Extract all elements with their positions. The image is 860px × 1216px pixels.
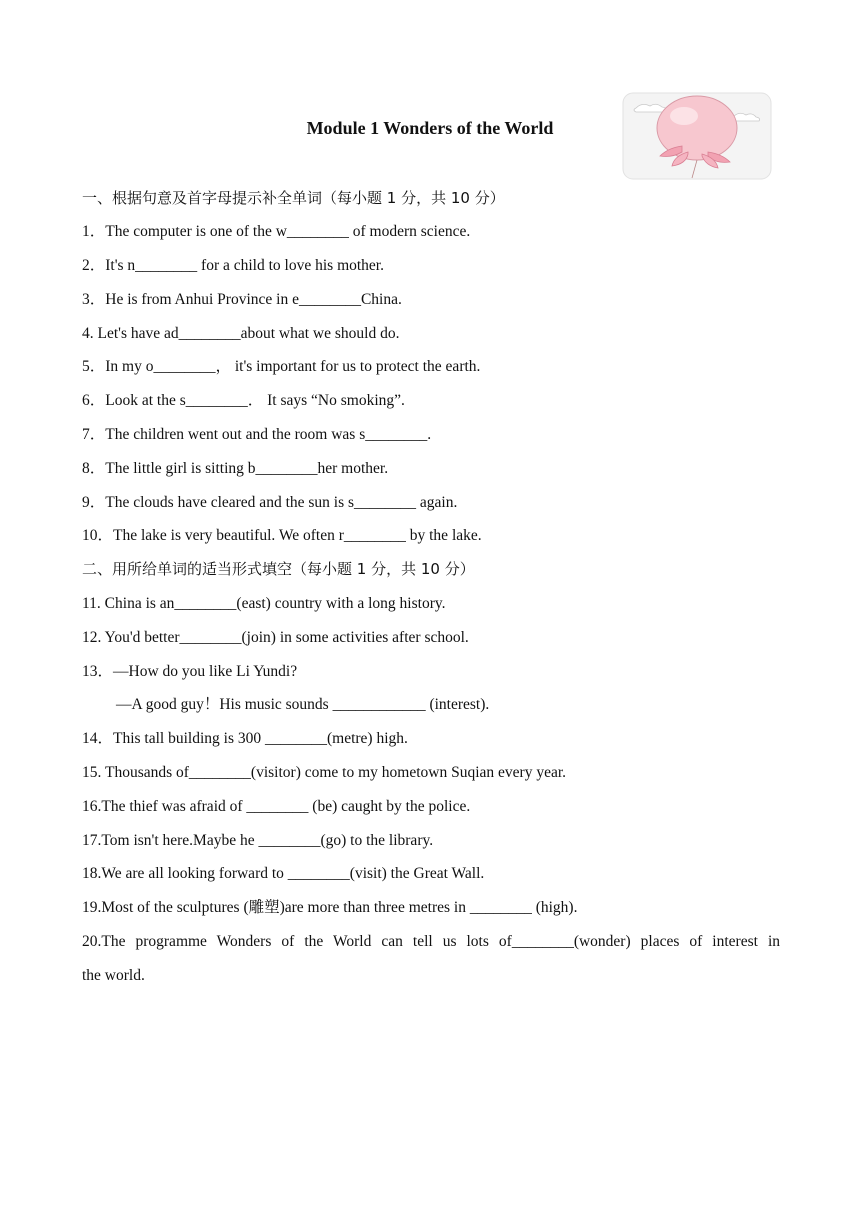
question-20-line-1: 20.The programme Wonders of the World can tell us lots of________(wonder) places of interest in: [82, 933, 780, 950]
balloon-decoration: [622, 92, 772, 180]
question-8: 8．The little girl is sitting b________her mother.: [82, 460, 389, 477]
question-4: 4. Let's have ad________about what we should do.: [82, 325, 400, 342]
question-19: 19.Most of the sculptures (雕塑)are more than three metres in ________ (high).: [82, 899, 578, 916]
question-18: 18.We are all looking forward to ________(visit) the Great Wall.: [82, 865, 485, 882]
question-11: 11. China is an________(east) country with a long history.: [82, 595, 446, 612]
question-10: 10．The lake is very beautiful. We often r________ by the lake.: [82, 527, 482, 544]
question-2: 2．It's n________ for a child to love his mother.: [82, 257, 384, 274]
question-20-line-2: the world.: [82, 967, 145, 984]
question-5: 5．In my o________， it's important for us to protect the earth.: [82, 358, 481, 375]
question-3: 3．He is from Anhui Province in e________China.: [82, 291, 402, 308]
question-12: 12. You'd better________(join) in some activities after school.: [82, 629, 469, 646]
question-13-prompt: 13．—How do you like Li Yundi?: [82, 663, 298, 680]
question-6: 6．Look at the s________． It says “No smoking”.: [82, 392, 405, 409]
section-heading-1: 一、根据句意及首字母提示补全单词（每小题 1 分，共 10 分）: [82, 189, 505, 207]
question-14: 14．This tall building is 300 ________(metre) high.: [82, 730, 408, 747]
question-17: 17.Tom isn't here.Maybe he ________(go) to the library.: [82, 832, 434, 849]
question-1: 1．The computer is one of the w________ of modern science.: [82, 223, 471, 240]
question-13-response: —A good guy！His music sounds ____________ (interest).: [116, 696, 490, 713]
page-title: Module 1 Wonders of the World: [306, 118, 554, 138]
section-heading-2: 二、用所给单词的适当形式填空（每小题 1 分，共 10 分）: [82, 560, 475, 578]
question-16: 16.The thief was afraid of ________ (be) caught by the police.: [82, 798, 471, 815]
question-9: 9．The clouds have cleared and the sun is s________ again.: [82, 494, 458, 511]
question-7: 7．The children went out and the room was s________.: [82, 426, 432, 443]
question-15: 15. Thousands of________(visitor) come to my hometown Suqian every year.: [82, 764, 567, 781]
